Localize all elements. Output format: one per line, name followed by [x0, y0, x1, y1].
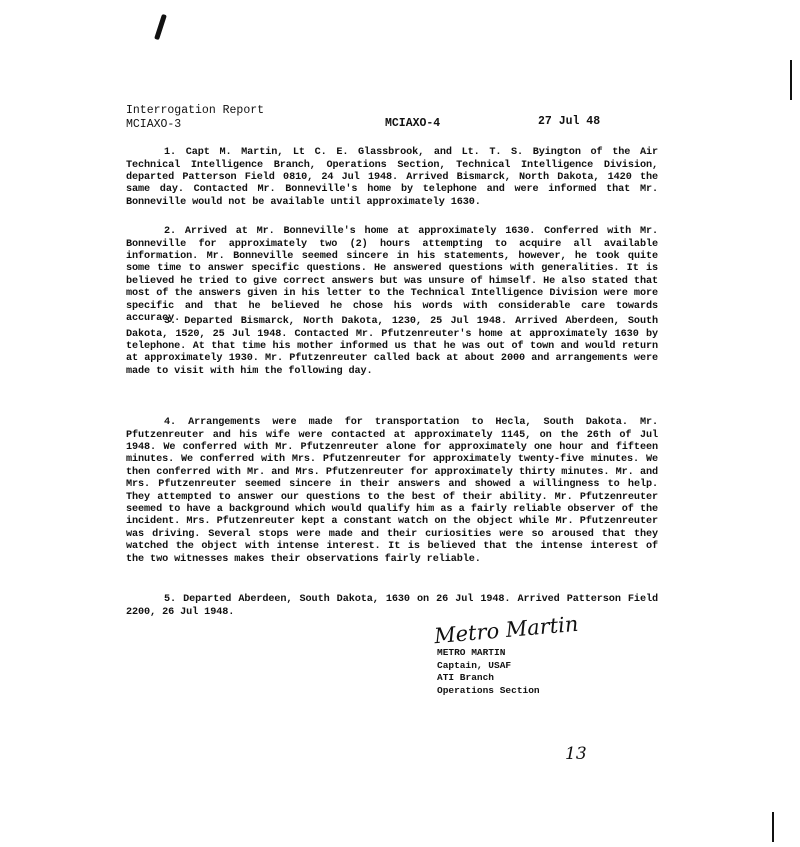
paragraph-3: 3. Departed Bismarck, North Dakota, 1230, 25 Jul 1948. Arrived Aberdeen, South Dakota, 1520, 25 Jul 1948. Contacted Mr. Pfutzenreuter's home at approximately 1630 by telephone. At that time his mother informed us that he was out of town and would return at approximately 1930. Mr. Pfutzenreuter called back at about 2000 and arrangements were made to visit with him the following day.	[126, 316, 658, 377]
paragraph-5: 5. Departed Aberdeen, South Dakota, 1630 on 26 Jul 1948. Arrived Patterson Field 2200, 26 Jul 1948.	[126, 594, 658, 618]
signer-section: Operations Section	[437, 684, 540, 696]
signer-name: METRO MARTIN	[437, 647, 506, 658]
scan-edge-line	[790, 60, 792, 100]
paragraph-4: 4. Arrangements were made for transportation to Hecla, South Dakota. Mr. Pfutzenreuter and his wife were contacted at approximately 1145, on the 26th of Jul 1948. We conferred with Mr. Pfutzenreuter alone for approximately one hour and fifteen minutes. We conferred with Mrs. Pfutzenreuter for approximately twenty-five minutes. We then conferred with Mr. and Mrs. Pfutzenreuter for approximately thirty minutes. Mr. and Mrs. Pfutzenreuter seemed sincere in their answers and showed a willingness to help. They attempted to answer our questions to the best of their ability. Mr. Pfutzenreuter seemed to have a background which would qualify him as a fairly reliable observer of the incident. Mrs. Pfutzenreuter kept a constant watch on the object while Mr. Pfutzenreuter was driving. Several stops were made and their curiosities were so aroused that they watched the object with intense interest. It is believed that the intense interest of the two witnesses makes their observations fairly reliable.	[126, 417, 658, 565]
signature-block	[437, 647, 540, 697]
report-header	[126, 104, 264, 132]
pen-mark	[154, 14, 167, 40]
paragraph-1: 1. Capt M. Martin, Lt C. E. Glassbrook, and Lt. T. S. Byington of the Air Technical Intelligence Branch, Operations Section, Technical Intelligence Division, departed Patterson Field 0810, 24 Jul 1948. Arrived Bismarck, North Dakota, 1420 the same day. Contacted Mr. Bonneville's home by telephone and were informed that Mr. Bonneville would not be available until approximately 1630.	[126, 147, 658, 208]
paragraph-2: 2. Arrived at Mr. Bonneville's home at approximately 1630. Conferred with Mr. Bonneville for approximately two (2) hours attempting to acquire all available information. Mr. Bonneville seemed sincere in his statements, however, he took quite some time to answer specific questions. He answered questions with generalities. It is believed he tried to give correct answers but was unsure of himself. He also stated that most of the answers given in his letter to the Technical Intelligence Division were more specific and that he believed he chose his words with considerable care towards accuracy.	[126, 226, 658, 325]
report-date: 27 Jul 48	[538, 115, 601, 128]
scan-edge-line	[772, 812, 774, 842]
signer-branch: ATI Branch	[437, 672, 495, 684]
handwritten-signature: Metro Martin	[433, 611, 580, 649]
report-title: Interrogation Report	[126, 104, 265, 117]
report-reference: MCIAXO-3	[126, 118, 182, 131]
signer-rank: Captain, USAF	[437, 659, 512, 671]
office-symbol: MCIAXO-4	[385, 117, 441, 130]
page-number: 13	[565, 744, 587, 764]
